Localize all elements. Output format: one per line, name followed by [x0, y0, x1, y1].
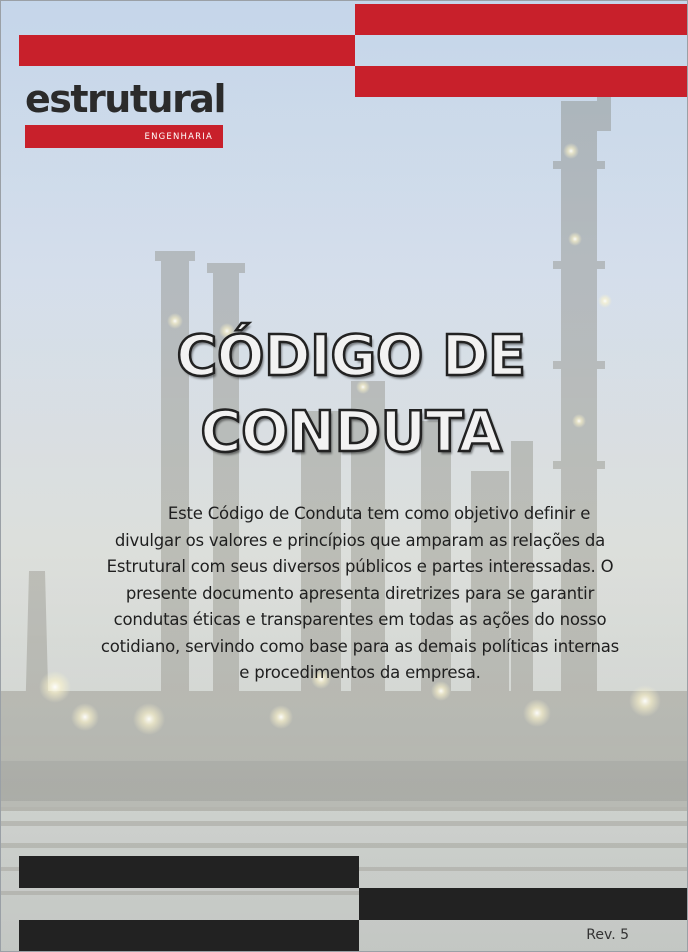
logo-tagline: ENGENHARIA — [25, 125, 223, 148]
bottom-dark-bar-lower-left — [19, 920, 359, 952]
estrutural-logo — [25, 77, 225, 148]
top-red-bar-lower-right — [355, 66, 688, 97]
intro-paragraph: Este Código de Conduta tem como objetivo definir e divulgar os valores e princípios que amparam as relações da Estrutural com seus diversos públicos e partes interessadas. O presente documento apresenta diretrizes para se garantir condutas éticas e transparentes em todas as ações do nosso cotidiano, servindo como base para as demais políticas internas e procedimentos da empresa. — [100, 504, 620, 682]
logo-wordmark: estrutural — [25, 77, 225, 121]
bottom-dark-bar-right — [359, 888, 688, 920]
bottom-dark-bar-left — [19, 856, 359, 888]
top-red-bar-left — [19, 35, 355, 66]
revision-label: Rev. 5 — [586, 927, 629, 943]
title-line-2: CONDUTA — [200, 400, 502, 465]
top-red-bar-right — [355, 4, 688, 35]
page-title — [81, 319, 621, 471]
title-line-1: CÓDIGO DE — [176, 324, 526, 389]
